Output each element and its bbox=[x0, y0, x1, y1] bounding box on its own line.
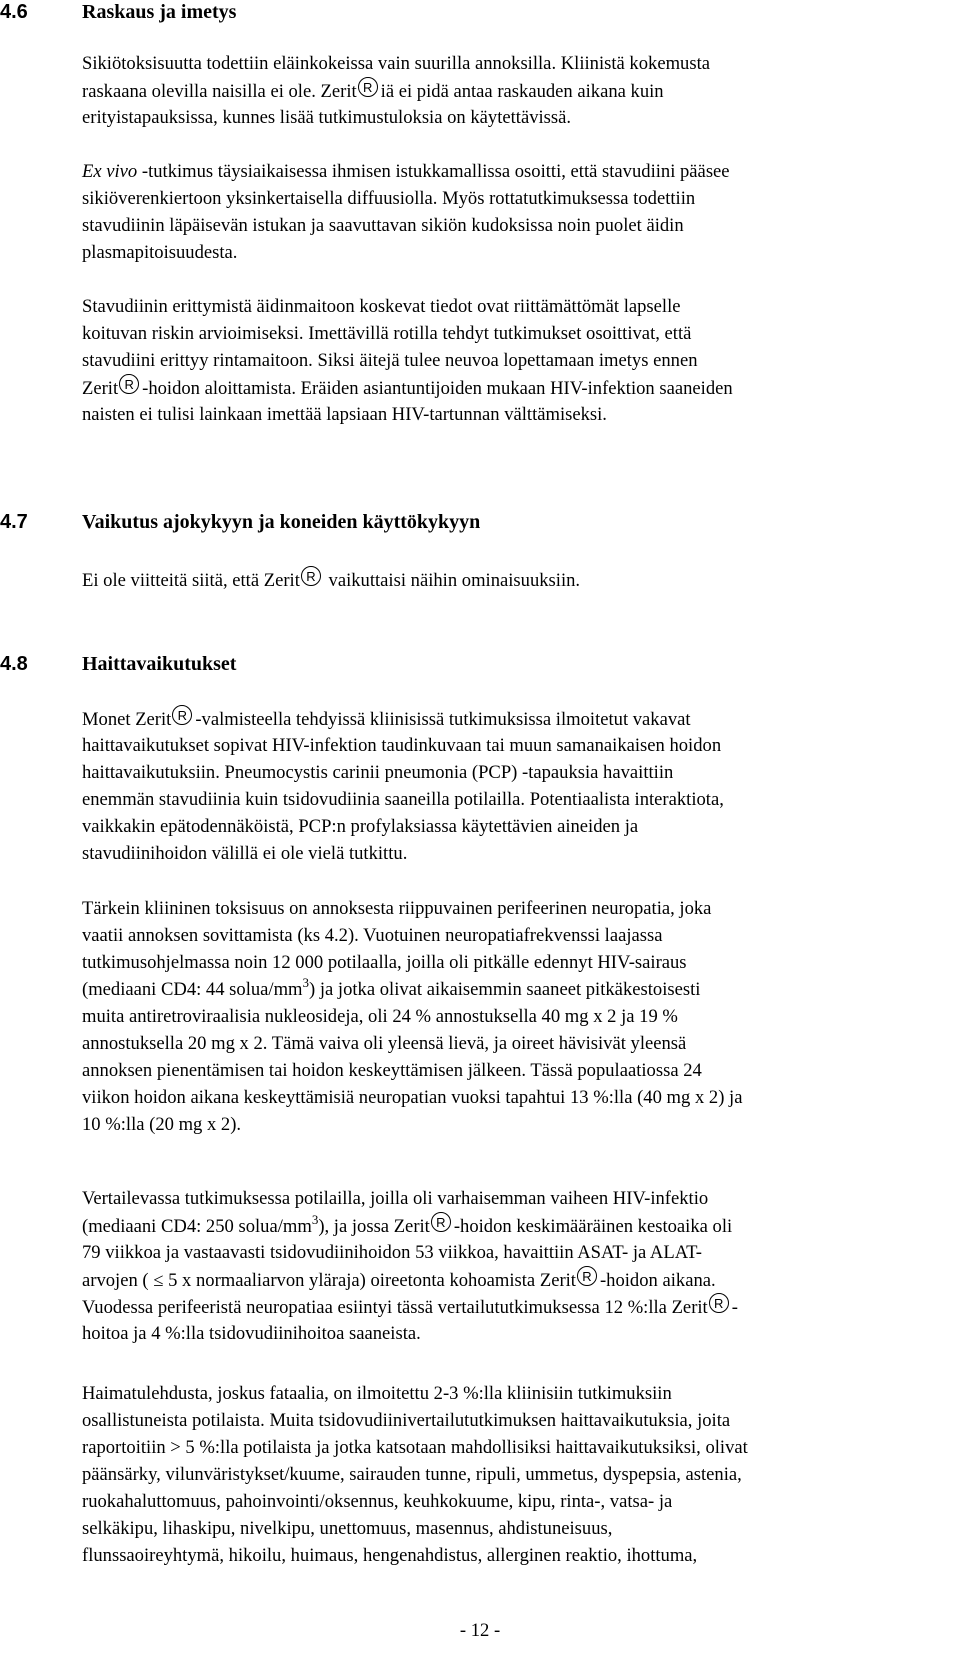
text-run: erityistapauksissa, kunnes lisää tutkimustuloksia on käytettävissä. bbox=[82, 107, 572, 128]
text-line bbox=[82, 1488, 748, 1515]
text-run: 10 %:lla (20 mg x 2). bbox=[82, 1114, 242, 1135]
text-line bbox=[82, 1111, 742, 1138]
text-run: Vuodessa perifeeristä neuropatiaa esiintyi tässä vertailututkimuksessa 12 %:lla Zerit bbox=[82, 1297, 708, 1318]
text-run: -hoidon aloittamista. Eräiden asiantuntijoiden mukaan HIV-infektion saaneiden bbox=[142, 378, 733, 399]
text-line bbox=[82, 158, 730, 185]
paragraph bbox=[82, 293, 733, 428]
text-line bbox=[82, 50, 710, 77]
text-line bbox=[82, 1407, 748, 1434]
section-heading-4-8 bbox=[0, 652, 236, 676]
text-run: tutkimusohjelmassa noin 12 000 potilaalla, joilla oli pitkälle edennyt HIV-sairaus bbox=[82, 952, 687, 973]
paragraph bbox=[82, 50, 710, 131]
text-run: 79 viikkoa ja vastaavasti tsidovudiinihoidon 53 viikkoa, havaittiin ASAT- ja ALAT- bbox=[82, 1242, 702, 1263]
text-line bbox=[82, 1293, 738, 1320]
text-run: Haimatulehdusta, joskus fataalia, on ilmoitettu 2-3 %:lla kliinisiin tutkimuksiin bbox=[82, 1383, 672, 1404]
text-run: Stavudiinin erittymistä äidinmaitoon koskevat tiedot ovat riittämättömät lapselle bbox=[82, 296, 681, 317]
text-line bbox=[82, 840, 724, 867]
text-run: Monet Zerit bbox=[82, 709, 172, 730]
paragraph bbox=[82, 895, 742, 1138]
paragraph bbox=[82, 1380, 748, 1569]
text-line bbox=[82, 1266, 738, 1293]
text-run: Zerit bbox=[82, 378, 119, 399]
text-line bbox=[82, 1380, 748, 1407]
text-line bbox=[82, 1057, 742, 1084]
text-line bbox=[82, 1542, 748, 1569]
text-line bbox=[82, 77, 710, 104]
text-run: muita antiretroviraalisia nukleosideja, oli 24 % annostuksella 40 mg x 2 ja 19 % bbox=[82, 1006, 678, 1027]
page-number: - 12 - bbox=[459, 1620, 501, 1641]
section-number: 4.6 bbox=[0, 1, 28, 23]
text-line bbox=[82, 185, 730, 212]
text-run: koituvan riskin arvioimiseksi. Imettävillä rotilla tehdyt tutkimukset osoittivat, että bbox=[82, 323, 692, 344]
section-title: Raskaus ja imetys bbox=[82, 1, 237, 23]
text-line bbox=[82, 1030, 742, 1057]
registered-mark-icon: R bbox=[358, 77, 378, 97]
text-line bbox=[82, 1084, 742, 1111]
registered-mark-icon: R bbox=[577, 1266, 597, 1286]
section-number: 4.7 bbox=[0, 511, 28, 533]
text-line bbox=[82, 212, 730, 239]
text-run: hoitoa ja 4 %:lla tsidovudiinihoitoa saaneista. bbox=[82, 1323, 421, 1344]
section-heading-4-7 bbox=[0, 510, 480, 534]
registered-mark-icon: R bbox=[709, 1293, 729, 1313]
text-line bbox=[82, 922, 742, 949]
text-line bbox=[82, 976, 742, 1003]
text-run: haittavaikutuksiin. Pneumocystis carinii pneumonia (PCP) -tapauksia havaittiin bbox=[82, 762, 674, 783]
text-line bbox=[82, 1461, 748, 1488]
text-line bbox=[82, 239, 730, 266]
text-line bbox=[82, 1320, 738, 1347]
text-run: haittavaikutukset sopivat HIV-infektion taudinkuvaan tai muun samanaikaisen hoidon bbox=[82, 735, 722, 756]
text-run: selkäkipu, lihaskipu, nivelkipu, unettomuus, masennus, ahdistuneisuus, bbox=[82, 1518, 613, 1539]
text-line bbox=[82, 347, 733, 374]
text-run: iä ei pidä antaa raskauden aikana kuin bbox=[380, 81, 664, 102]
text-line bbox=[82, 566, 580, 593]
text-run: stavudiinin läpäisevän istukan ja saavuttavan sikiön kudoksissa noin puolet äidin bbox=[82, 215, 684, 236]
paragraph bbox=[82, 566, 580, 593]
text-line bbox=[82, 1239, 738, 1266]
text-line bbox=[82, 813, 724, 840]
text-line bbox=[82, 786, 724, 813]
text-line bbox=[82, 104, 710, 131]
text-run: viikon hoidon aikana keskeyttämisiä neuropatian vuoksi tapahtui 13 %:lla (40 mg x 2) ja bbox=[82, 1087, 743, 1108]
text-run: naisten ei tulisi lainkaan imettää lapsiaan HIV-tartunnan välttämiseksi. bbox=[82, 404, 607, 425]
text-run: päänsärky, vilunväristykset/kuume, sairauden tunne, ripuli, ummetus, dyspepsia, astenia, bbox=[82, 1464, 742, 1485]
text-run: flunssaoireyhtymä, hikoilu, huimaus, hengenahdistus, allerginen reaktio, ihottuma, bbox=[82, 1545, 698, 1566]
text-run: enemmän stavudiinia kuin tsidovudiinia saaneilla potilailla. Potentiaalista interaktiota, bbox=[82, 789, 724, 810]
text-line bbox=[82, 401, 733, 428]
text-run: -hoidon keskimääräinen kestoaika oli bbox=[453, 1216, 733, 1237]
text-run: annostuksella 20 mg x 2. Tämä vaiva oli yleensä lievä, ja oireet hävisivät yleensä bbox=[82, 1033, 687, 1054]
text-line bbox=[82, 732, 724, 759]
text-run: Tärkein kliininen toksisuus on annoksesta riippuvainen perifeerinen neuropatia, joka bbox=[82, 898, 712, 919]
text-line bbox=[82, 293, 733, 320]
text-run: ), ja jossa Zerit bbox=[318, 1216, 430, 1237]
text-run: (mediaani CD4: 44 solua/mm bbox=[82, 979, 303, 1000]
text-line bbox=[82, 1212, 738, 1239]
section-title: Vaikutus ajokykyyn ja koneiden käyttökykyyn bbox=[82, 511, 481, 533]
text-run: plasmapitoisuudesta. bbox=[82, 242, 238, 263]
text-run: -valmisteella tehdyissä kliinisissä tutkimuksissa ilmoitetut vakavat bbox=[195, 709, 691, 730]
section-title: Haittavaikutukset bbox=[82, 653, 237, 675]
text-run: arvojen ( ≤ 5 x normaaliarvon yläraja) oireetonta kohoamista Zerit bbox=[82, 1270, 576, 1291]
registered-mark-icon: R bbox=[172, 705, 192, 725]
italic-text: Ex vivo bbox=[82, 161, 138, 182]
text-run: vaikuttaisi näihin ominaisuuksiin. bbox=[323, 570, 581, 591]
text-run: vaatii annoksen sovittamista (ks 4.2). Vuotuinen neuropatiafrekvenssi laajassa bbox=[82, 925, 663, 946]
text-run: -tutkimus täysiaikaisessa ihmisen istukkamallissa osoitti, että stavudiini pääsee bbox=[137, 161, 730, 182]
text-line bbox=[82, 1434, 748, 1461]
section-heading-4-6 bbox=[0, 0, 236, 24]
text-run: (mediaani CD4: 250 solua/mm bbox=[82, 1216, 312, 1237]
text-run: ) ja jotka olivat aikaisemmin saaneet pitkäkestoisesti bbox=[309, 979, 701, 1000]
text-line bbox=[82, 705, 724, 732]
text-line bbox=[82, 1185, 738, 1212]
registered-mark-icon: R bbox=[431, 1212, 451, 1232]
paragraph bbox=[82, 158, 730, 266]
text-run: stavudiinihoidon välillä ei ole vielä tutkittu. bbox=[82, 843, 408, 864]
text-line bbox=[82, 1003, 742, 1030]
text-line bbox=[82, 895, 742, 922]
text-run: Vertailevassa tutkimuksessa potilailla, joilla oli varhaisemman vaiheen HIV-infektio bbox=[82, 1188, 709, 1209]
section-number: 4.8 bbox=[0, 653, 28, 675]
paragraph bbox=[82, 705, 724, 867]
text-run: sikiöverenkiertoon yksinkertaisella diffuusiolla. Myös rottatutkimuksessa todettiin bbox=[82, 188, 696, 209]
text-run: Ei ole viitteitä siitä, että Zerit bbox=[82, 570, 300, 591]
text-run: raskaana olevilla naisilla ei ole. Zerit bbox=[82, 81, 357, 102]
text-line bbox=[82, 949, 742, 976]
registered-mark-icon: R bbox=[301, 566, 321, 586]
text-run: -hoidon aikana. bbox=[599, 1270, 716, 1291]
text-line bbox=[82, 374, 733, 401]
superscript: 3 bbox=[311, 1212, 319, 1227]
text-run: osallistuneista potilaista. Muita tsidovudiinivertailututkimuksen haittavaikutuksia, joita bbox=[82, 1410, 731, 1431]
text-run: stavudiini erittyy rintamaitoon. Siksi äitejä tulee neuvoa lopettamaan imetys ennen bbox=[82, 350, 698, 371]
superscript: 3 bbox=[302, 975, 310, 990]
text-run: Sikiötoksisuutta todettiin eläinkokeissa vain suurilla annoksilla. Kliinistä kokemusta bbox=[82, 53, 710, 74]
text-run: ruokahaluttomuus, pahoinvointi/oksennus, keuhkokuume, kipu, rinta-, vatsa- ja bbox=[82, 1491, 673, 1512]
text-run: raportoitiin > 5 %:lla potilaista ja jotka katsotaan mahdollisiksi haittavaikutuksiksi, olivat bbox=[82, 1437, 748, 1458]
text-run: - bbox=[731, 1297, 738, 1318]
paragraph bbox=[82, 1185, 738, 1347]
text-line bbox=[82, 320, 733, 347]
registered-mark-icon: R bbox=[119, 374, 139, 394]
text-line bbox=[82, 1515, 748, 1542]
text-run: annoksen pienentämisen tai hoidon keskeyttämisen jälkeen. Tässä populaatiossa 24 bbox=[82, 1060, 702, 1081]
text-run: vaikkakin epätodennäköistä, PCP:n profylaksiassa käytettävien aineiden ja bbox=[82, 816, 639, 837]
text-line bbox=[82, 759, 724, 786]
